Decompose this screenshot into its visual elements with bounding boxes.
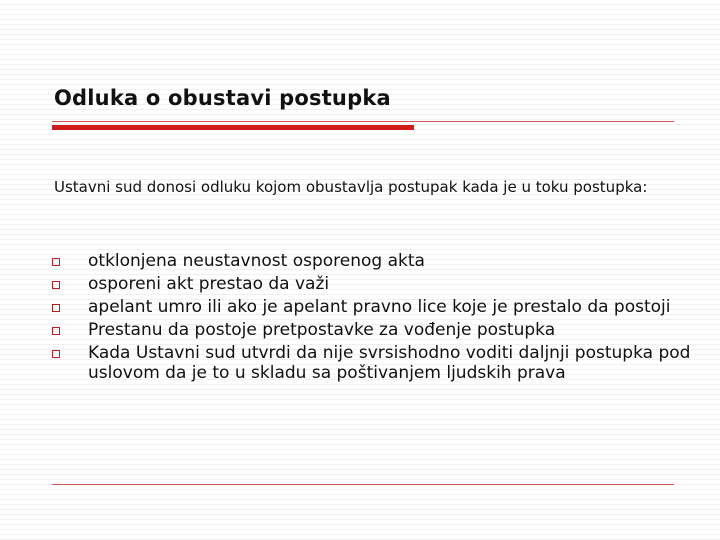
bullet-text: Kada Ustavni sud utvrdi da nije svrsishodno voditi daljnji postupka pod uslovom da je to u skladu sa poštivanjem ljudskih prava (88, 343, 691, 383)
bullet-text: osporeni akt prestao da važi (88, 274, 330, 294)
bullet-item (52, 274, 692, 294)
title-rule-accent (52, 125, 414, 130)
bullet-list (52, 251, 692, 383)
square-bullet-icon (52, 281, 60, 289)
bullet-item (52, 343, 692, 383)
bullet-item (52, 320, 692, 340)
bullet-item (52, 251, 692, 271)
bullet-item (52, 297, 692, 317)
square-bullet-icon (52, 304, 60, 312)
intro-text: Ustavni sud donosi odluku kojom obustavlja postupak kada je u toku postupka: (54, 178, 648, 196)
square-bullet-icon (52, 350, 60, 358)
bullet-text: Prestanu da postoje pretpostavke za vođenje postupka (88, 320, 556, 340)
slide-title: Odluka o obustavi postupka (54, 86, 391, 110)
footer-rule (52, 484, 674, 485)
title-underline (52, 119, 674, 129)
title-rule-thin (52, 121, 674, 122)
square-bullet-icon (52, 258, 60, 266)
square-bullet-icon (52, 327, 60, 335)
bullet-text: apelant umro ili ako je apelant pravno lice koje je prestalo da postoji (88, 297, 671, 317)
bullet-text: otklonjena neustavnost osporenog akta (88, 251, 425, 271)
